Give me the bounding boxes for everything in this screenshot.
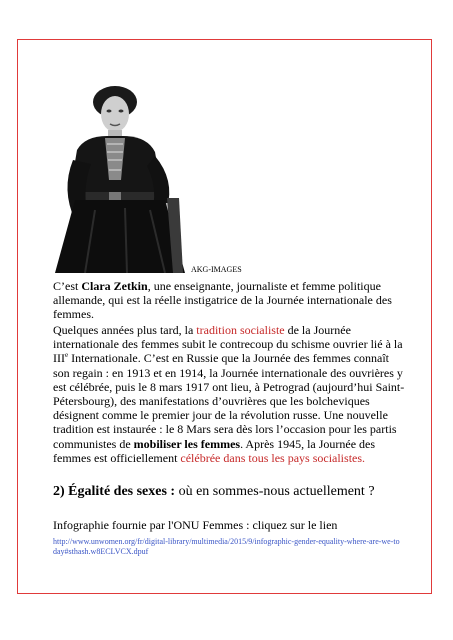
clara-zetkin-photo [55, 80, 189, 273]
intro-paragraph [53, 279, 408, 322]
pays-socialistes-highlight: célébrée dans tous les pays socialistes. [180, 450, 366, 465]
photo-credit: AKG-IMAGES [191, 265, 242, 274]
text-run: . Après 1945, la Journée des femmes est officiellement [53, 436, 376, 465]
mobiliser-femmes-bold: mobiliser les femmes [133, 436, 241, 451]
heading-rest: où en sommes-nous actuellement ? [175, 484, 375, 499]
text-run: Quelques années plus tard, la [53, 323, 197, 337]
history-paragraph [53, 323, 408, 465]
portrait-image [55, 80, 189, 273]
heading-bold: 2) Égalité des sexes : [53, 484, 176, 499]
section-heading [53, 484, 375, 500]
text-run: , une enseignante, journaliste et femme politique allemande, qui est la réelle instigatrice de la Journée internationale des femmes. [53, 279, 392, 322]
unwomen-link[interactable]: http://www.unwomen.org/fr/digital-library/multimedia/2015/9/infographic-gender-equality-where-are-we-today#sthash.w8ECLVCX.dpuf [53, 537, 400, 556]
superscript-e: e [65, 351, 69, 360]
text-run: C’est [53, 279, 82, 293]
text-run: de la Journée internationale des femmes subit le contrecoup du schisme ouvrier lié à la III [53, 323, 403, 366]
clara-zetkin-name: Clara Zetkin [81, 279, 148, 293]
infographic-caption: Infographie fournie par l'ONU Femmes : cliquez sur le lien [53, 518, 338, 532]
text-run: Internationale. C’est en Russie que la Journée des femmes connaît son regain : en 1913 et en 1914, la Journée internationale des ouvrières y est célébrée, puis le 8 mars 1917 ont lieu, à Petrograd (aujourd’hui Saint-Pétersbourg), des manifestations d’ouvrières que les bolcheviques désignent comme le premier jour de la révolution russe. Une nouvelle tradition est instaurée : le 8 Mars sera dès lors l’occasion pour les partis communistes de [53, 351, 405, 451]
tradition-socialiste-highlight: tradition socialiste [196, 323, 285, 337]
